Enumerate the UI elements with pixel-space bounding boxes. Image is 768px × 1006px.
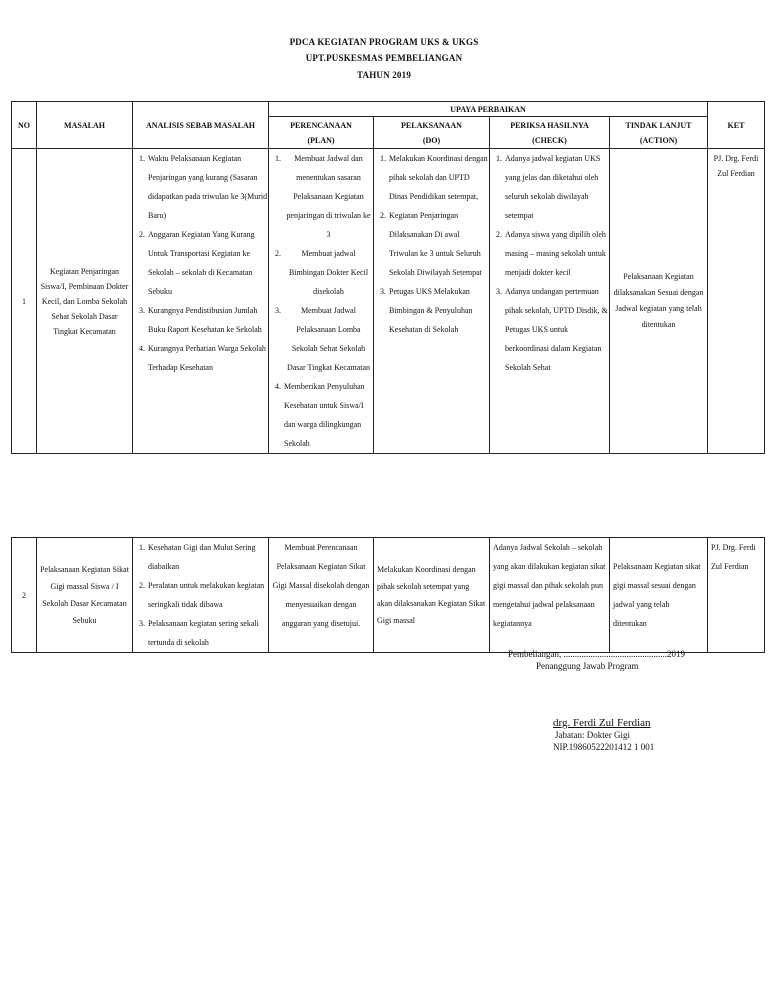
signature-place-date: Pembeliangan, ..............................................2019 <box>508 649 685 659</box>
header-action: TINDAK LANJUT (ACTION) <box>610 117 708 149</box>
row2-action: Pelaksanaan Kegiatan sikat gigi massal sesuai dengan jadwal yang telah ditentukan <box>610 538 708 653</box>
pdca-table-main <box>11 101 765 454</box>
list-item: 2. Anggaran Kegiatan Yang Kurang Untuk Transportasi Kegiatan ke Sekolah – sekolah di Kecamatan Sebuku <box>139 230 255 296</box>
row1-no: 1 <box>12 149 37 454</box>
list-item: 3. Kurangnya Pendistibusian Jumlah Buku Raport Kesehatan ke Sekolah <box>139 306 262 334</box>
list-item: 2. Adanya siswa yang dipilih oleh masing – masing sekolah untuk menjadi dokter kecil <box>496 230 606 277</box>
list-item: 1. Melakukan Koordinasi dengan pihak sekolah dan UPTD Dinas Pendidikan setempat, <box>380 154 488 201</box>
row2-check: Adanya Jadwal Sekolah – sekolah yang akan dilakukan kegiatan sikat gigi massal dan pihak sekolah pun mengetahui jadwal pelaksanaan kegiatannya <box>490 538 610 653</box>
list-item: 1. Kesehatan Gigi dan Mulut Sering diabaikan <box>139 543 256 571</box>
list-item: 4. Kurangnya Perhatian Warga Sekolah Terhadap Kesehatan <box>139 344 266 372</box>
list-item: 2. Peralatan untuk melakukan kegiatan seringkali tidak dibawa <box>139 581 265 609</box>
table-row <box>12 538 765 653</box>
document-title: PDCA KEGIATAN PROGRAM UKS & UKGS <box>289 37 479 47</box>
header-upaya-perbaikan: UPAYA PERBAIKAN <box>269 102 708 117</box>
list-item: 3. Membuat Jadwal Pelaksanaan Lomba Sekolah Sehat Sekolah Dasar Tingkat Kecamatan <box>275 306 371 372</box>
row1-check <box>490 149 610 454</box>
list-item: 3. Petugas UKS Melakukan Bimbingan & Penyuluhan Kesehatan di Sekolah <box>380 287 473 334</box>
row1-action: Pelaksanaan Kegiatan dilaksanakan Sesuai dengan Jadwal kegiatan yang telah ditentukan <box>610 149 708 454</box>
row1-ket: PJ. Drg. Ferdi Zul Ferdian <box>708 149 765 454</box>
list-item: 1. Adanya jadwal kegiatan UKS yang jelas dan diketahui oleh seluruh sekolah diwilayah setempat <box>496 154 601 220</box>
header-do: PELAKSANAAN (DO) <box>374 117 490 149</box>
row2-do: Melakukan Koordinasi dengan pihak sekolah setempat yang akan dilaksanakan Kegiatan Sikat Gigi massal <box>374 538 490 653</box>
list-item: 4. Memberikan Penyuluhan Kesehatan untuk Siswa/I dan warga dilingkungan Sekolah <box>275 382 365 448</box>
list-item: 1. Membuat Jadwal dan menentukan sasaran Pelaksanaan Kegiatan penjaringan di triwulan ke 3 <box>275 154 371 239</box>
row2-plan: Membuat Perencanaan Pelaksanaan Kegiatan Sikat Gigi Massal disekolah dengan menyesuaikan dengan anggaran yang disetujui. <box>269 538 374 653</box>
signature-role: Penanggung Jawab Program <box>536 661 639 671</box>
row1-do <box>374 149 490 454</box>
header-no: NO <box>12 102 37 149</box>
document-subtitle: UPT.PUSKESMAS PEMBELIANGAN <box>305 53 463 63</box>
header-check: PERIKSA HASILNYA (CHECK) <box>490 117 610 149</box>
row1-masalah: Kegiatan Penjaringan Siswa/I, Pembinaan Dokter Kecil, dan Lomba Sekolah Sehat Sekolah Dasar Tingkat Kecamatan <box>37 149 133 454</box>
row2-masalah: Pelaksanaan Kegiatan Sikat Gigi massal Siswa / I Sekolah Dasar Kecamatan Sebuku <box>37 538 133 653</box>
list-item: 2. Membuat jadwal Bimbingan Dokter Kecil disekolah <box>275 249 369 296</box>
list-item: 3. Pelaksanaan kegiatan sering sekali tertunda di sekolah <box>139 619 259 647</box>
table-row <box>12 149 765 454</box>
header-analisis: ANALISIS SEBAB MASALAH <box>133 102 269 149</box>
signature-jabatan: Jabatan: Dokter Gigi <box>555 730 630 740</box>
row2-ket: PJ. Drg. Ferdi Zul Ferdian <box>708 538 765 653</box>
list-item: 2. Kegiatan Penjaringan Dilaksanakan Di awal Triwulan ke 3 untuk Seluruh Sekolah Diwilayah Setempat <box>380 211 482 277</box>
pdca-table-row2 <box>11 537 765 653</box>
list-item: 3. Adanya undangan pertemuan pihak sekolah, UPTD Disdik, & Petugas UKS untuk berkoordinasi dalam Kegiatan Sekolah Sehat <box>496 287 608 372</box>
document-year: TAHUN 2019 <box>356 70 412 80</box>
header-masalah: MASALAH <box>37 102 133 149</box>
header-plan: PERENCANAAN (PLAN) <box>269 117 374 149</box>
row1-plan <box>269 149 374 454</box>
row1-analisis <box>133 149 269 454</box>
list-item: 1. Waktu Pelaksanaan Kegiatan Penjaringan yang kurang (Sasaran didapatkan pada triwulan ke 3(Murid Baru) <box>139 154 268 220</box>
signature-name: drg. Ferdi Zul Ferdian <box>553 717 651 729</box>
signature-nip: NIP.19860522201412 1 001 <box>553 742 655 752</box>
row2-no: 2 <box>12 538 37 653</box>
row2-analisis <box>133 538 269 653</box>
header-ket: KET <box>708 102 765 149</box>
